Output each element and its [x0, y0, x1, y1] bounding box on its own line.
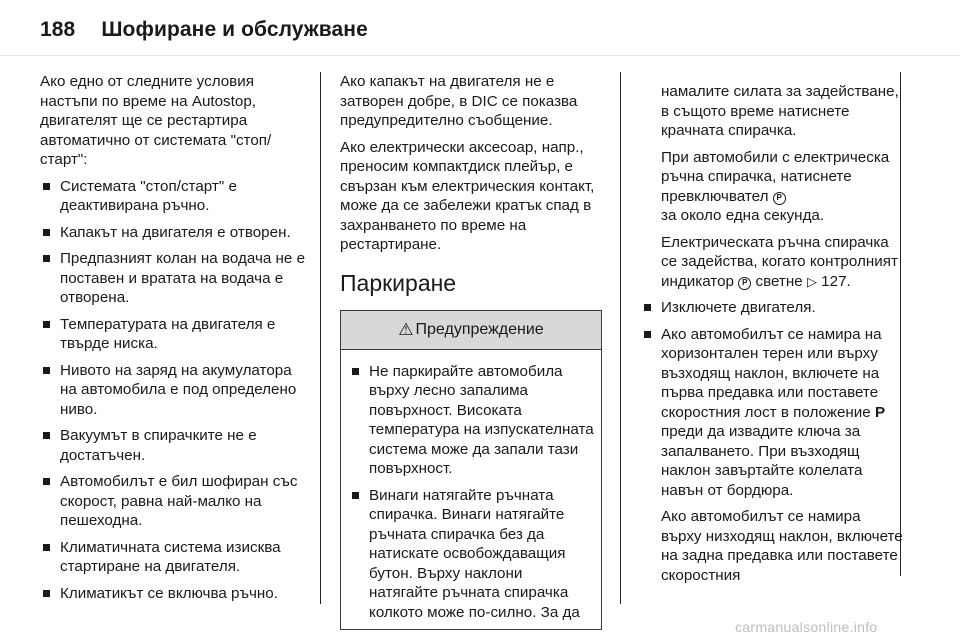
indicator-paragraph: Електрическата ръчна спирачка се задейства, когато контролният индикатор P светне ▷ 127. [661, 233, 898, 290]
list-item: Нивото на заряд на акумулатора на автомобила е под определено ниво. [40, 361, 306, 420]
list-item: Винаги натягайте ръчната спирачка. Винаги натягайте ръчната спирачка без да натискате освобождаващия бутон. Върху наклони натягайте ръчната спирачка колкото може по-силно. За да [349, 486, 595, 623]
column-divider-2 [620, 72, 621, 604]
list-item: Капакът на двигателя е отворен. [40, 223, 306, 243]
watermark: carmanualsonline.info [735, 619, 878, 635]
warning-title: Предупреждение [415, 320, 544, 338]
gear-position-p: P [874, 403, 886, 421]
chapter-title: Шофиране и обслужване [101, 18, 368, 41]
page-number: 188 [40, 18, 76, 41]
warning-body [341, 350, 601, 623]
column-2 [340, 72, 602, 630]
electric-brake-paragraph: При автомобили с електрическа ръчна спирачка, натиснете превключвател P за около една секунда. [661, 148, 890, 224]
list-item: Системата "стоп/старт" е деактивирана ръчно. [40, 177, 306, 216]
list-item: Автомобилът е бил шофиран със скорост, равна най-малко на пешеходна. [40, 472, 306, 531]
column-divider-1 [320, 72, 321, 604]
list-item: Не паркирайте автомобила върху лесно запалима повърхност. Високата температура на изпускателната система може да запали тази повърхност. [349, 362, 595, 479]
hood-paragraph: Ако капакът на двигателя не е затворен добре, в DIC се показва предупредително съобщение. [340, 73, 578, 129]
downhill-paragraph: Ако автомобилът се намира върху низходящ наклон, включете на задна предавка или поставете скоростния [661, 508, 903, 584]
page-header [40, 18, 368, 42]
list-item: Вакуумът в спирачките не е достатъчен. [40, 426, 306, 465]
list-item: Предпазният колан на водача не е поставен и вратата на водача е отворена. [40, 249, 306, 308]
parking-brake-icon: P [773, 192, 786, 205]
list-item: Климатикът се включва ръчно. [40, 584, 306, 604]
page-reference: 127. [821, 272, 851, 290]
header-divider [0, 55, 960, 56]
list-item: Изключете двигателя. [641, 298, 903, 318]
continued-text: намалите силата за задействане, в същото време натиснете крачната спирачка. [661, 83, 899, 139]
list-item: Ако автомобилът се намира на хоризонтален терен или върху възходящ наклон, включете на първа предавка или поставете скоростния лост в положение P преди да извадите ключа за запалването. При възходящ наклон завъртайте колелата навън от бордюра. [641, 325, 903, 501]
warning-list [349, 362, 595, 623]
restart-conditions-list [40, 177, 306, 604]
warning-header [341, 311, 601, 350]
autostop-intro: Ако едно от следните условия настъпи по време на Autostop, двигателят ще се рестартира автоматично от системата "стоп/старт": [40, 73, 272, 168]
column-3 [641, 82, 903, 592]
list-item: Температурата на двигателя е твърде ниска. [40, 315, 306, 354]
brake-indicator-icon: P [738, 277, 751, 290]
page-reference-icon: ▷ [806, 273, 817, 289]
warning-triangle-icon: ⚠ [398, 319, 414, 339]
list-item: Климатичната система изисква стартиране на двигателя. [40, 538, 306, 577]
section-title-parking: Паркиране [340, 269, 457, 296]
warning-box [340, 310, 602, 631]
column-1 [40, 72, 306, 610]
accessory-paragraph: Ако електрически аксесоар, напр., преносим компактдиск плейър, е свързан към електрическия контакт, може да се забележи кратък спад в захранването по време на рестартиране. [340, 138, 595, 253]
parking-steps-list [641, 298, 903, 500]
